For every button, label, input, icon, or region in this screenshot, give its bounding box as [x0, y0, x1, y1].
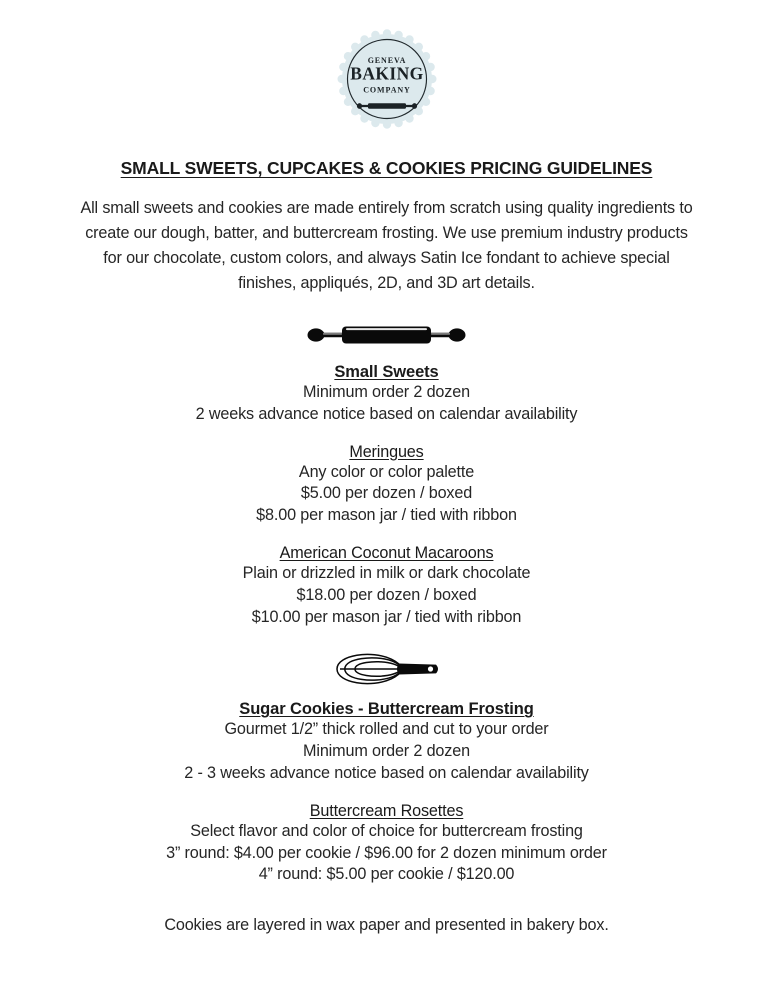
item-line: $10.00 per mason jar / tied with ribbon: [251, 607, 522, 626]
section-line: Minimum order 2 dozen: [303, 742, 470, 761]
item-line: $8.00 per mason jar / tied with ribbon: [256, 506, 517, 525]
section-sugar-cookies: [0, 700, 773, 937]
geneva-baking-company-logo: [337, 29, 437, 129]
item-line: 3” round: $4.00 per cookie / $96.00 for 2 dozen minimum order: [166, 843, 607, 862]
logo-text-company: COMPANY: [362, 85, 411, 95]
logo-badge-icon: [337, 29, 437, 129]
logo-text-geneva: GENEVA: [367, 56, 406, 65]
item-line: Select flavor and color of choice for buttercream frosting: [190, 821, 583, 840]
section-line: 2 weeks advance notice based on calendar availability: [195, 404, 578, 423]
intro-paragraph: All small sweets and cookies are made entirely from scratch using quality ingredients to create our dough, batter, and buttercream frosting. We use premium industry products for our chocolate, custom colors, and always Satin Ice fondant to achieve special finishes, appliqués, 2D, and 3D art details.: [80, 199, 693, 292]
item-heading-meringues: Meringues: [349, 442, 424, 461]
item-line: Any color or color palette: [298, 462, 475, 481]
rolling-pin-divider: [0, 320, 773, 350]
item-meringues: [0, 443, 773, 527]
item-heading-buttercream-rosettes: Buttercream Rosettes: [309, 801, 464, 820]
whisk-icon: [331, 650, 443, 688]
closing-note: Cookies are layered in wax paper and presented in bakery box.: [164, 916, 609, 935]
section-small-sweets: [0, 363, 773, 628]
section-line: Minimum order 2 dozen: [303, 383, 470, 401]
item-american-coconut-macaroons: [0, 544, 773, 628]
item-buttercream-rosettes: [0, 802, 773, 886]
page-title: SMALL SWEETS, CUPCAKES & COOKIES PRICING GUIDELINES: [120, 158, 653, 178]
section-line: Gourmet 1/2” thick rolled and cut to your order: [224, 720, 549, 739]
logo-text-baking: BAKING: [349, 63, 424, 84]
section-heading-sugar-cookies: Sugar Cookies - Buttercream Frosting: [239, 700, 534, 719]
section-heading-small-sweets: Small Sweets: [334, 363, 439, 381]
item-heading-american-coconut-macaroons: American Coconut Macaroons: [279, 543, 494, 562]
item-line: $5.00 per dozen / boxed: [300, 484, 473, 503]
item-line: Plain or drizzled in milk or dark chocolate: [242, 563, 531, 582]
whisk-divider: [0, 650, 773, 688]
item-line: 4” round: $5.00 per cookie / $120.00: [258, 865, 515, 884]
whisk-handle: [397, 664, 438, 675]
item-line: $18.00 per dozen / boxed: [296, 585, 477, 604]
logo-container: [0, 0, 773, 129]
rolling-pin-icon: [299, 320, 474, 350]
section-line: 2 - 3 weeks advance notice based on calendar availability: [184, 763, 589, 782]
